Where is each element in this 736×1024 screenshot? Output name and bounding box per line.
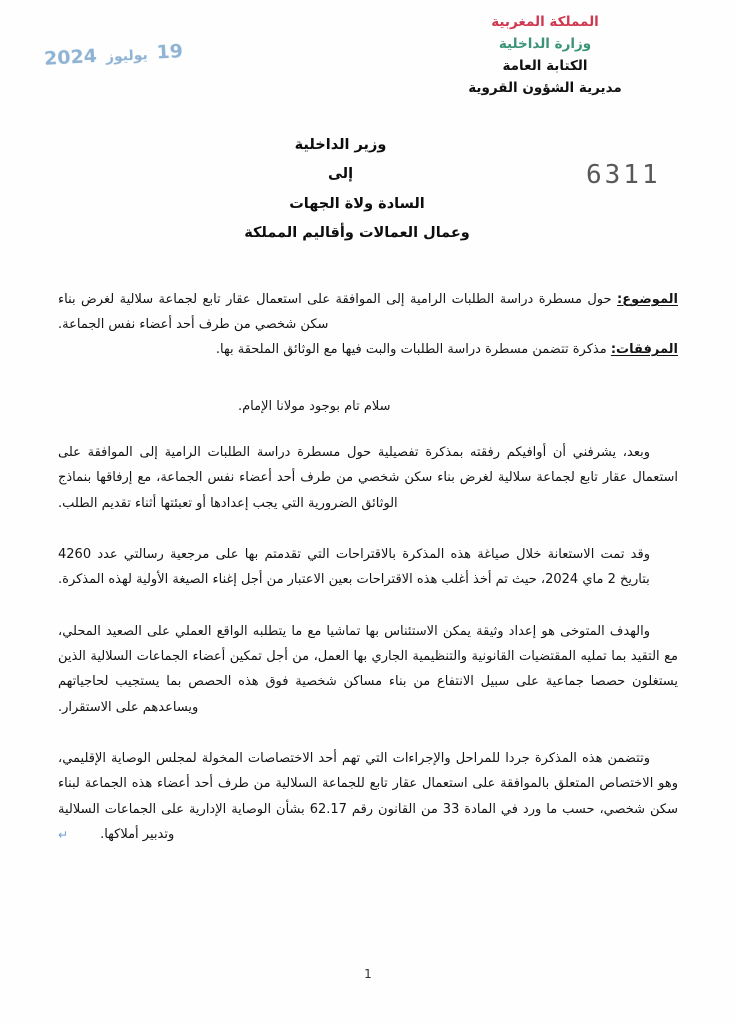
addressee-block (0, 131, 736, 248)
attachments-text: مذكرة تتضمن مسطرة دراسة الطلبات والبت فيها مع الوثائق الملحقة بها. (215, 341, 607, 357)
document-body (58, 288, 678, 847)
date-stamp-day: 19 (155, 40, 184, 64)
letterhead-directorate: مديرية الشؤون القروية (468, 79, 622, 96)
letterhead-ministry: وزارة الداخلية (498, 35, 592, 52)
page-number: 1 (364, 967, 372, 981)
subject-text: حول مسطرة دراسة الطلبات الرامية إلى الموافقة على استعمال عقار تابع لجماعة سلالية لغرض بناء سكن شخصي من طرف أحد أعضاء نفس الجماعة. (58, 292, 612, 332)
attachments-line (58, 338, 678, 363)
addressee-recipient-governors: السادة ولاة الجهات (289, 195, 425, 212)
attachments-label: المرفقات: (610, 341, 678, 357)
subject-label: الموضوع: (617, 292, 679, 307)
date-stamp-month: يوليوز (105, 47, 149, 66)
reference-number-stamp: 6311 (586, 160, 661, 190)
subject-line (58, 288, 678, 338)
paragraph-end-mark-icon: ↵ (58, 827, 69, 842)
body-paragraph-2: وقد تمت الاستعانة خلال صياغة هذه المذكرة بالاقتراحات التي تقدمتم بها على مرجعية رسالتي عدد 4260 بتاريخ 2 ماي 2024، حيث تم أخذ أغلب هذه الاقتراحات بعين الاعتبار من أجل إغناء الصيغة الأولية لهذه المذكرة. (58, 546, 650, 588)
body-paragraph-1: وبعد، يشرفني أن أوافيكم رفقته بمذكرة تفصيلية حول مسطرة دراسة الطلبات الرامية إلى الموافقة على استعمال عقار تابع لجماعة سلالية لغرض بناء سكن شخصي من طرف أحد أعضاء نفس الجماعة، مع إرفاقها بنماذج الوثائق الضرورية التي يجب إعدادها أو تعبئتها أثناء تقديم الطلب. (58, 444, 678, 511)
addressee-to: إلى (327, 166, 354, 183)
body-paragraph-3: والهدف المتوخى هو إعداد وثيقة يمكن الاستئناس بها تماشيا مع ما يتطلبه الواقع العملي على الصعيد المحلي، مع التقيد بما تمليه المقتضيات القانونية والتنظيمية الجاري بها العمل، من أجل تمكين أعضاء الجماعات السلالية الذين يستغلون حصصا جماعية على سبيل الانتفاع من بناء مساكن شخصية فوق هذه الحصص بما يستجيب لحاجياتهم ويساعدهم على الاستقرار. (58, 623, 678, 715)
subject-and-attachments (58, 288, 678, 363)
letterhead-kingdom: المملكة المغربية (491, 14, 599, 30)
body-paragraph-4 (58, 746, 678, 847)
addressee-recipient-prefects: وعمال العمالات وأقاليم المملكة (244, 224, 470, 241)
date-stamp (43, 40, 183, 70)
letterhead (400, 12, 690, 99)
body-paragraph-4-text: وتتضمن هذه المذكرة جردا للمراحل والإجراءات التي تهم أحد الاختصاصات المخولة لمجلس الوصاية الإقليمي، وهو الاختصاص المتعلق بالموافقة على استعمال عقار تابع للجماعة السلالية من طرف أحد أعضاء هذه الجماعة لبناء سكن شخصي، حسب ما ورد في المادة 33 من القانون رقم 62.17 بشأن الوصاية الإدارية على الجماعات السلالية وتدبير أملاكها. (58, 750, 678, 842)
addressee-sender: وزير الداخلية (294, 137, 387, 153)
greeting-line: سلام تام بوجود مولانا الإمام. (238, 398, 391, 414)
date-stamp-year: 2024 (43, 44, 98, 70)
letterhead-secretariat: الكتابة العامة (502, 57, 588, 74)
